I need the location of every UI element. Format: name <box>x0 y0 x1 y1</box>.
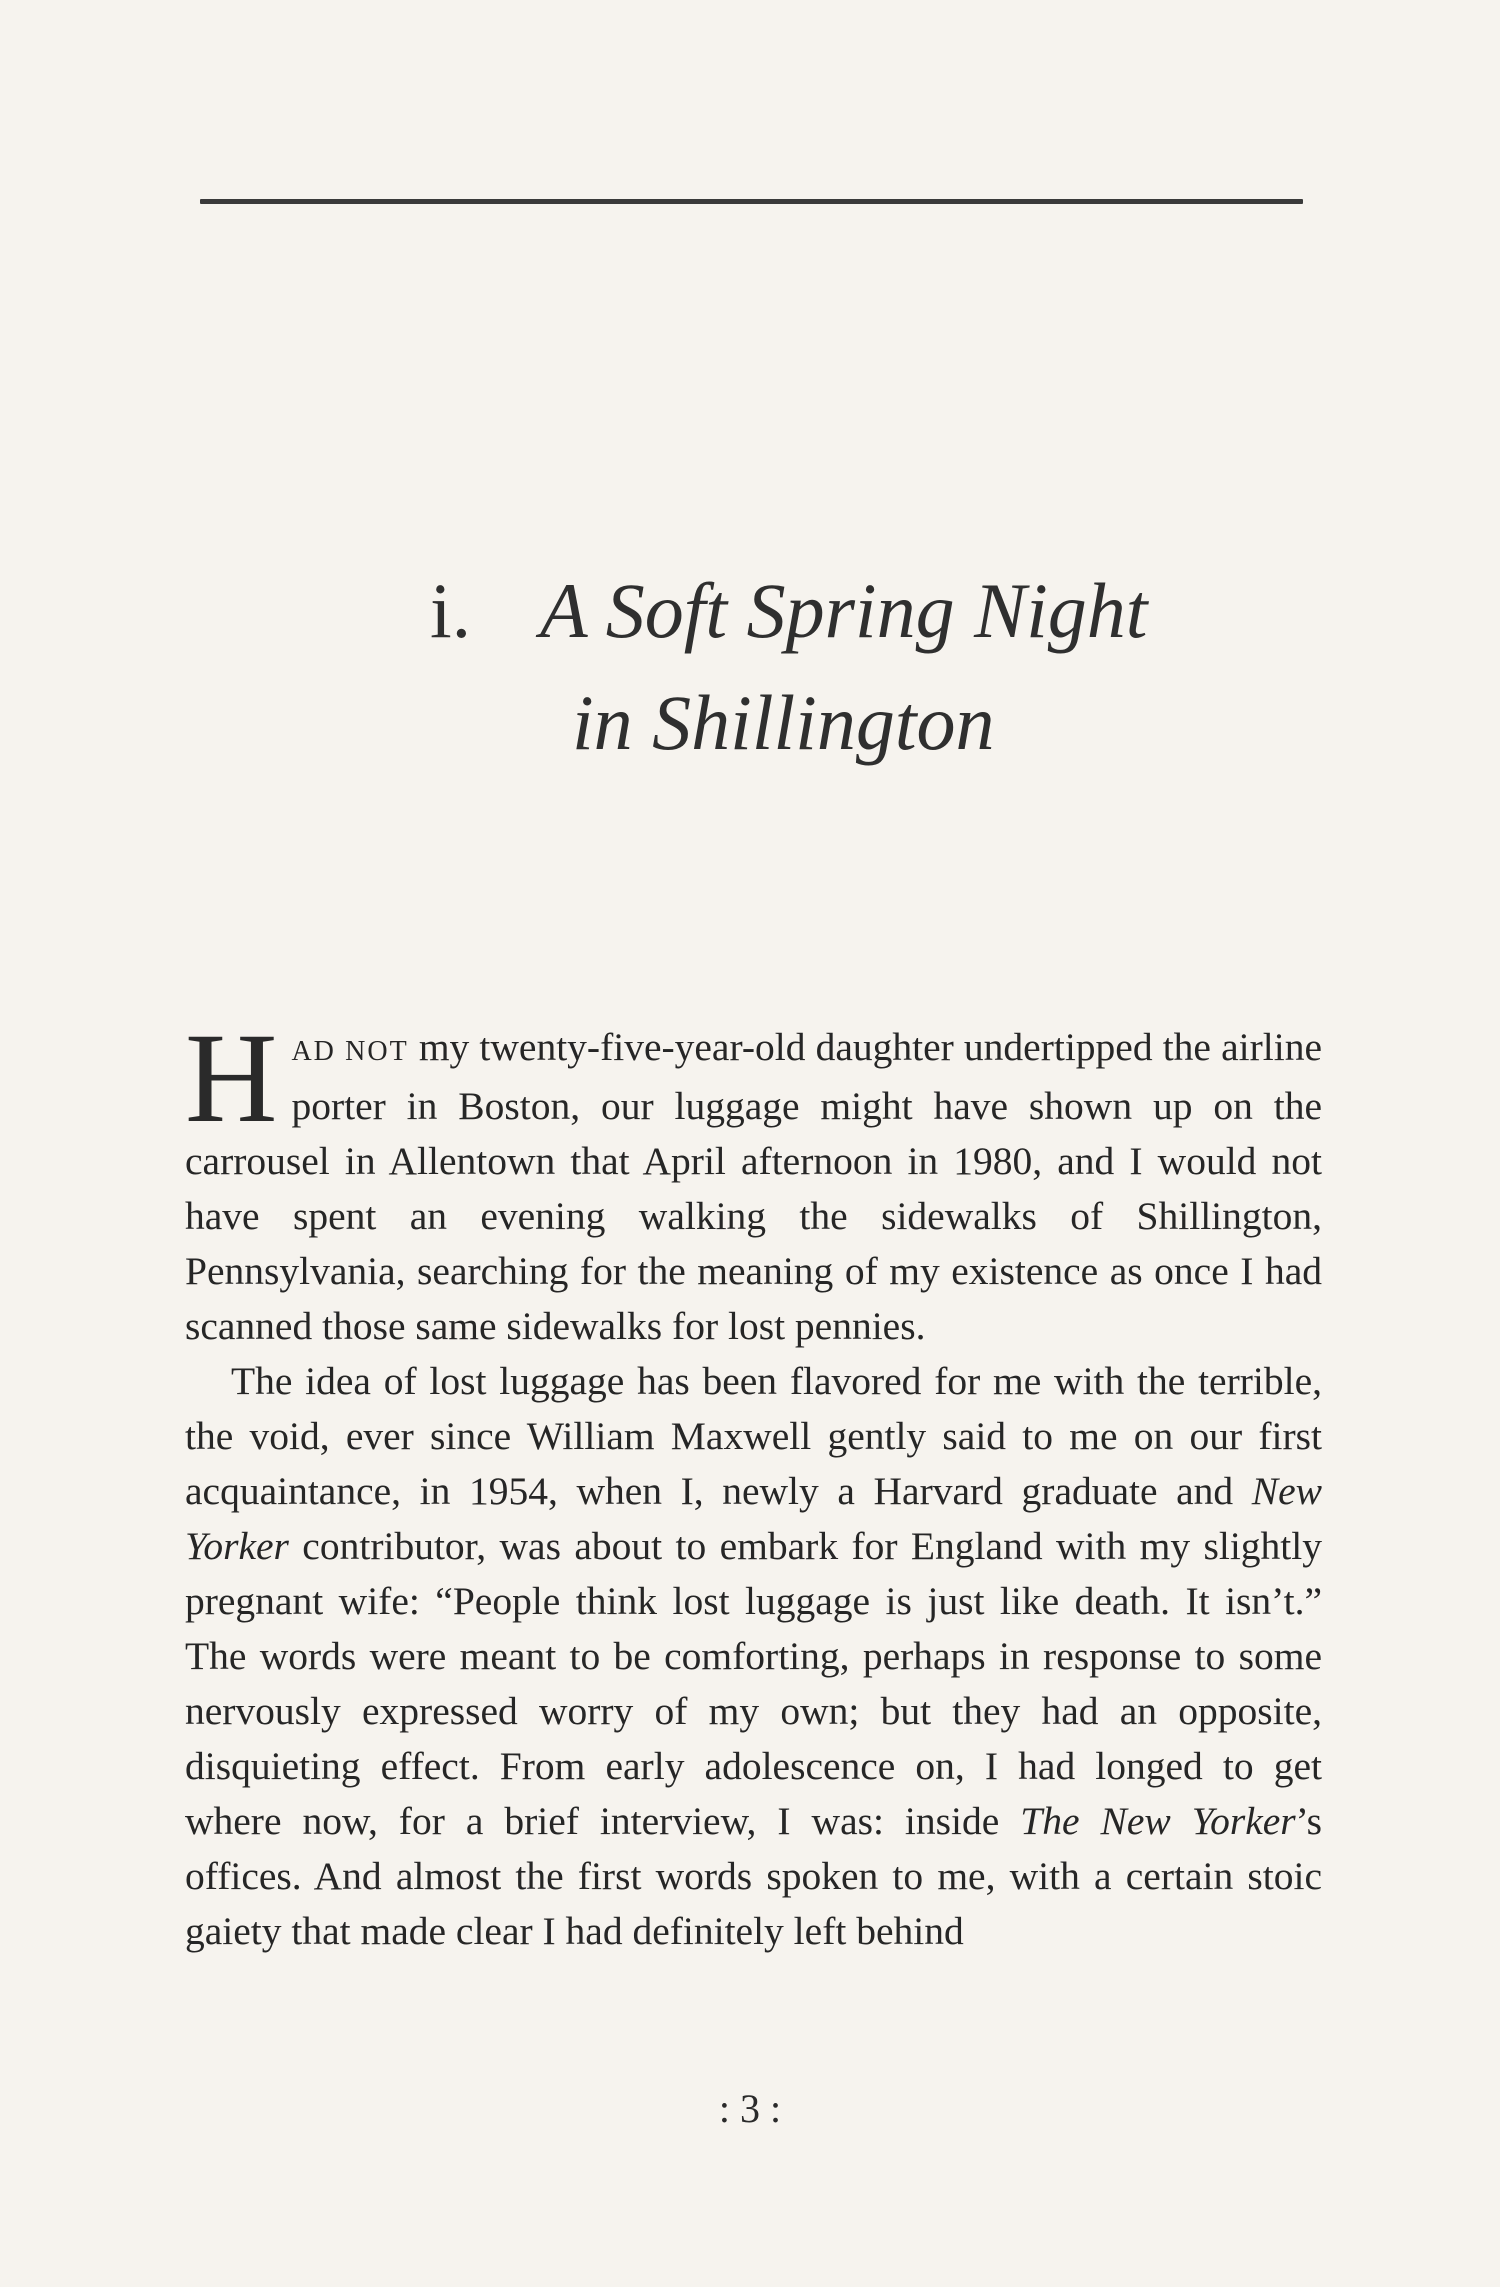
paragraph-2 <box>185 1354 1322 1959</box>
paragraph-2-text-a: The idea of lost luggage has been flavored for me with the terrible, the void, ever since William Maxwell gently said to me on our first acquaintance, in 1954, when I, newly a Harvard graduate and <box>185 1359 1322 1513</box>
body-text <box>185 1007 1322 1959</box>
chapter-title-line-1 <box>430 555 1330 667</box>
paragraph-2-text-b: contributor, was about to embark for England with my slightly pregnant wife: “People think lost luggage is just like death. It isn’t.” The words were meant to be comforting, perhaps in response to some nervously expressed worry of my own; but they had an opposite, disquieting effect. From early adolescence on, I had longed to get where now, for a brief interview, I was: inside <box>185 1524 1322 1843</box>
chapter-number: i. <box>430 567 472 654</box>
chapter-title <box>430 555 1330 779</box>
chapter-top-rule <box>200 199 1303 204</box>
paragraph-1 <box>185 1007 1322 1354</box>
paragraph-2-text-c: ’s offices. And almost the first words spoken to me, with a certain stoic gaiety that made clear I had definitely left behind <box>185 1799 1322 1953</box>
page-number: : 3 : <box>718 2086 782 2131</box>
opening-small-caps: AD NOT <box>291 1036 409 1067</box>
paragraph-1-text: my twenty-five-year-old daughter undertipped the airline porter in Boston, our luggage might have shown up on the carrousel in Allentown that April afternoon in 1980, and I would not have spent an evening walking the sidewalks of Shillington, Pennsylvania, searching for the meaning of my existence as once I had scanned those same sidewalks for lost pennies. <box>185 1025 1322 1348</box>
chapter-title-text-1: A Soft Spring Night <box>540 567 1148 654</box>
drop-cap: H <box>185 1007 278 1149</box>
italic-the-new-yorker: The New Yorker <box>1020 1799 1296 1843</box>
chapter-title-line-2: in Shillington <box>572 679 995 766</box>
italic-new-yorker: New Yorker <box>185 1469 1322 1568</box>
